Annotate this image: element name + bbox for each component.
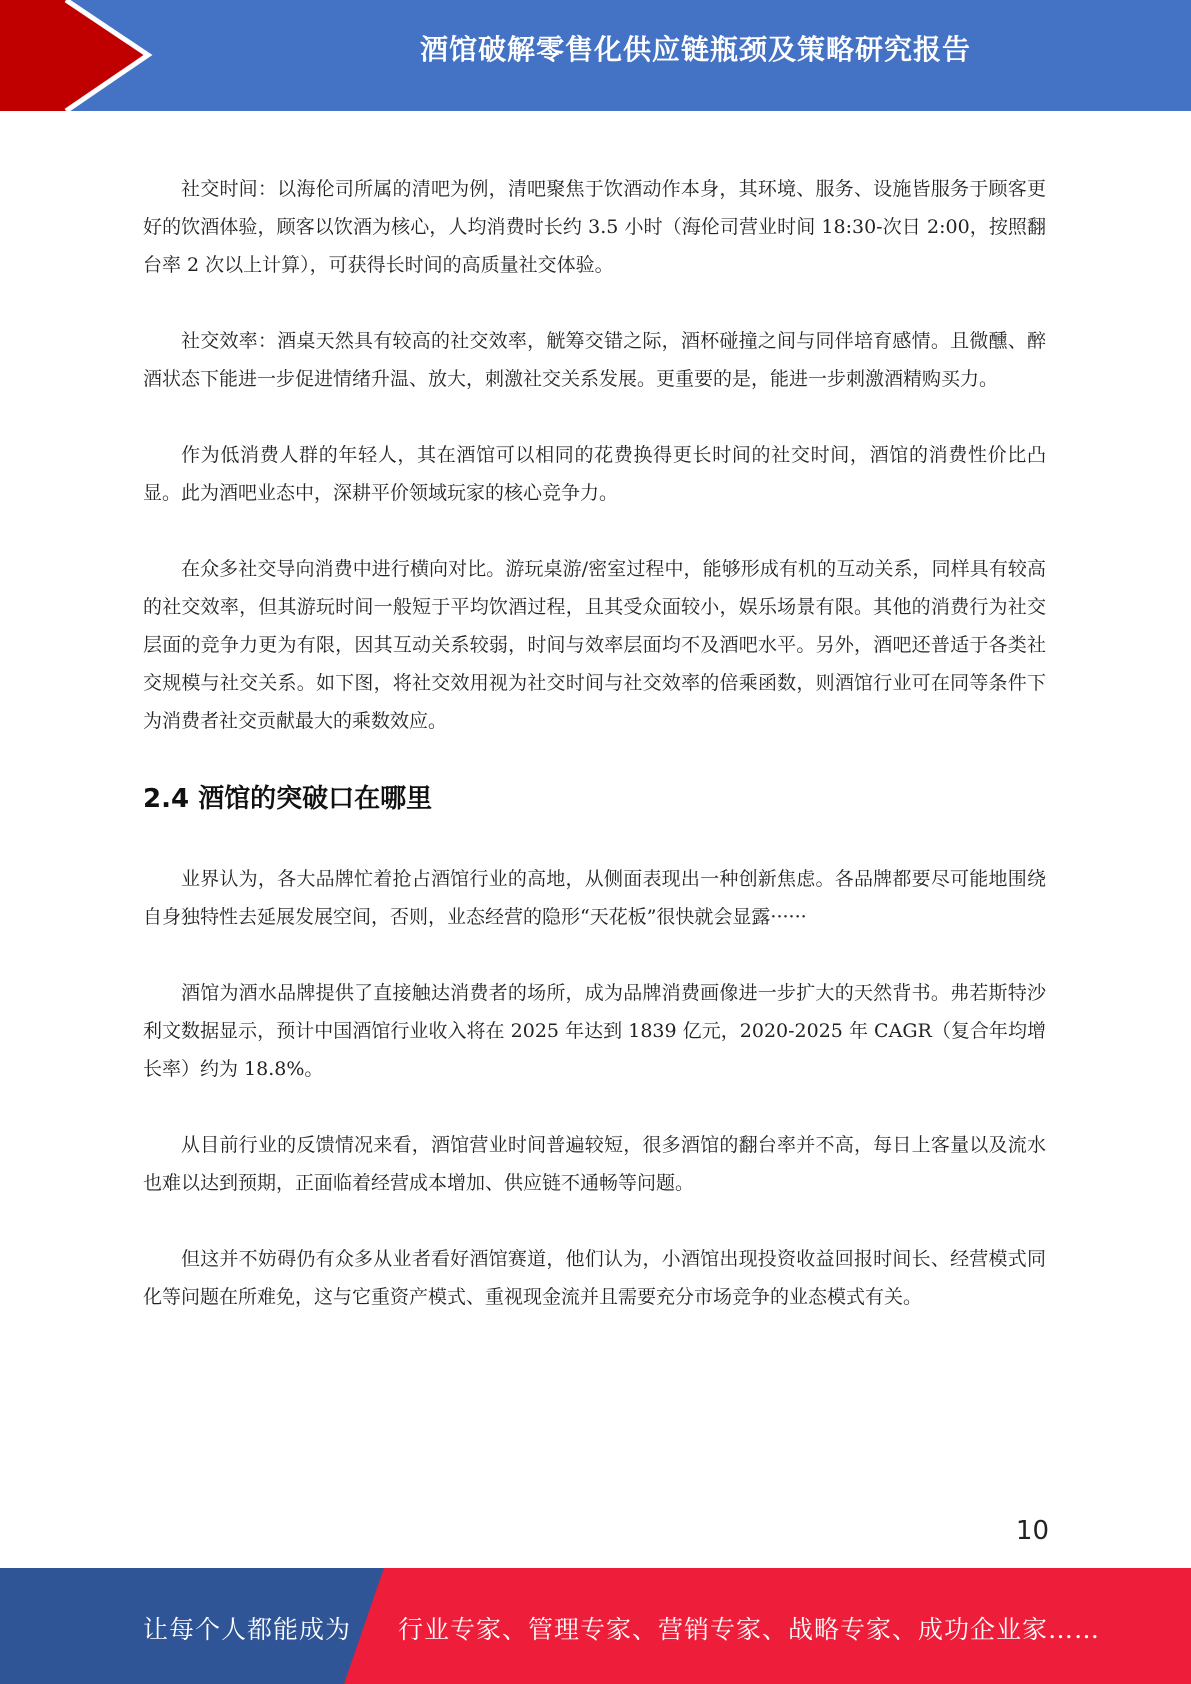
report-title: 酒馆破解零售化供应链瓶颈及策略研究报告 (419, 33, 971, 66)
paragraph-social-efficiency: 社交效率：酒桌天然具有较高的社交效率，觥筹交错之际，酒杯碰撞之间与同伴培育感情。且微醺、醉酒状态下能进一步促进情绪升温、放大，刺激社交关系发展。更重要的是，能进一步刺激酒精购买力。 (143, 330, 1046, 390)
paragraph-industry-feedback: 从目前行业的反馈情况来看，酒馆营业时间普遍较短，很多酒馆的翻台率并不高，每日上客量以及流水也难以达到预期，正面临着经营成本增加、供应链不通畅等问题。 (143, 1134, 1046, 1194)
paragraph-market-forecast: 酒馆为酒水品牌提供了直接触达消费者的场所，成为品牌消费画像进一步扩大的天然背书。弗若斯特沙利文数据显示，预计中国酒馆行业收入将在 2025 年达到 1839 亿元，2020-2025 年 CAGR（复合年均增长率）约为 18.8%。 (143, 982, 1046, 1080)
footer-roles: 行业专家、管理专家、营销专家、战略专家、成功企业家…… (398, 1615, 1101, 1644)
paragraph-social-time: 社交时间：以海伦司所属的清吧为例，清吧聚焦于饮酒动作本身，其环境、服务、设施皆服务于顾客更好的饮酒体验，顾客以饮酒为核心，人均消费时长约 3.5 小时（海伦司营业时间 18:30-次日 2:00，按照翻台率 2 次以上计算），可获得长时间的高质量社交体验。 (143, 178, 1046, 276)
page-content (143, 170, 1046, 1316)
paragraph-cost-effectiveness: 作为低消费人群的年轻人，其在酒馆可以相同的花费换得更长时间的社交时间，酒馆的消费性价比凸显。此为酒吧业态中，深耕平价领域玩家的核心竞争力。 (143, 444, 1046, 504)
header-red-arrow (0, 0, 148, 111)
footer-slogan: 让每个人都能成为 (143, 1615, 352, 1644)
page-number: 10 (1015, 1516, 1049, 1546)
section-heading: 2.4 酒馆的突破口在哪里 (143, 784, 433, 814)
paragraph-industry-view: 业界认为，各大品牌忙着抢占酒馆行业的高地，从侧面表现出一种创新焦虑。各品牌都要尽可能地围绕自身独特性去延展发展空间，否则，业态经营的隐形“天花板”很快就会显露······ (143, 868, 1046, 928)
page-header (0, 0, 1191, 111)
paragraph-optimism: 但这并不妨碍仍有众多从业者看好酒馆赛道，他们认为，小酒馆出现投资收益回报时间长、经营模式同化等问题在所难免，这与它重资产模式、重视现金流并且需要充分市场竞争的业态模式有关。 (143, 1248, 1046, 1308)
paragraph-horizontal-comparison: 在众多社交导向消费中进行横向对比。游玩桌游/密室过程中，能够形成有机的互动关系，同样具有较高的社交效率，但其游玩时间一般短于平均饮酒过程，且其受众面较小，娱乐场景有限。其他的消费行为社交层面的竞争力更为有限，因其互动关系较弱，时间与效率层面均不及酒吧水平。另外，酒吧还普适于各类社交规模与社交关系。如下图，将社交效用视为社交时间与社交效率的倍乘函数，则酒馆行业可在同等条件下为消费者社交贡献最大的乘数效应。 (143, 558, 1046, 732)
page-footer (0, 1568, 1191, 1684)
